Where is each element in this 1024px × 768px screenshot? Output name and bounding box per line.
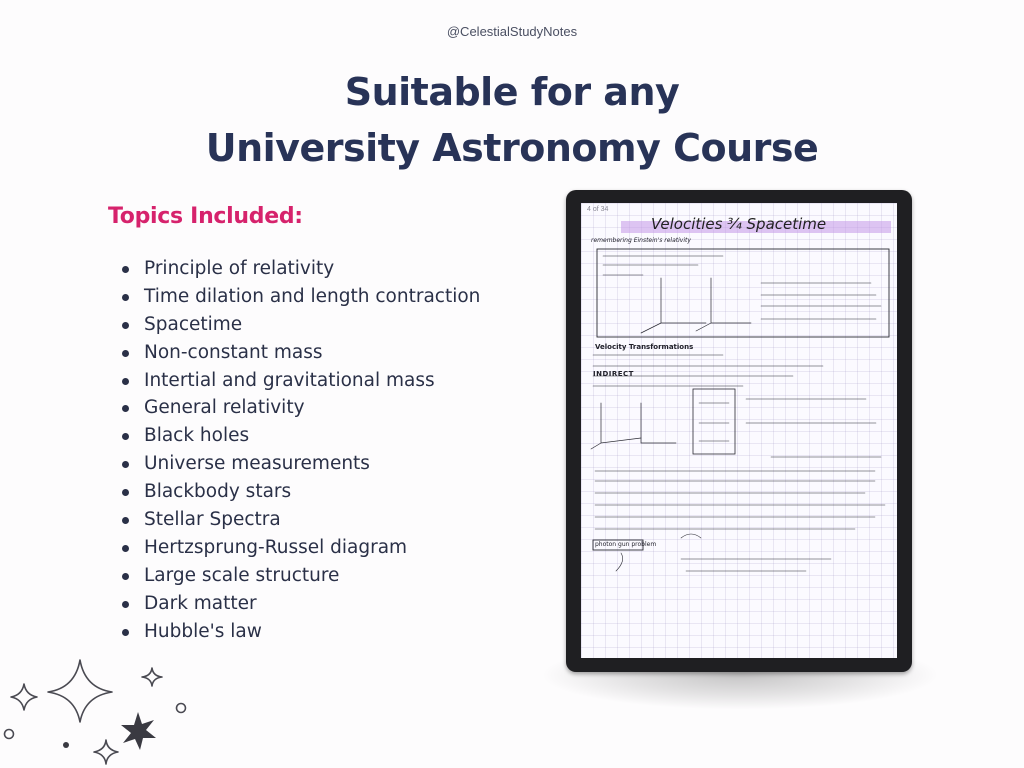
box-label: photon gun problem: [595, 541, 657, 548]
topic-item: Non-constant mass: [118, 340, 480, 368]
four-point-star-icon: [48, 660, 112, 722]
circle-dot-icon: [63, 742, 69, 748]
topic-item: General relativity: [118, 395, 480, 423]
six-point-star-icon: [121, 712, 156, 750]
four-point-star-icon: [11, 684, 37, 710]
four-point-star-icon: [142, 668, 162, 686]
page-indicator: 4 of 34: [587, 206, 609, 213]
topic-item: Large scale structure: [118, 563, 480, 591]
note-title: Velocities ¾ Spacetime: [651, 215, 827, 233]
topic-item: Blackbody stars: [118, 479, 480, 507]
headline-line-2: University Astronomy Course: [205, 126, 819, 170]
circle-dot-icon: [177, 704, 186, 713]
topic-item: Stellar Spectra: [118, 507, 480, 535]
topics-list: [118, 256, 480, 646]
tablet-screen: [581, 203, 897, 658]
topic-item: Universe measurements: [118, 451, 480, 479]
four-point-star-icon: [94, 740, 118, 764]
note-subheading: remembering Einstein's relativity: [591, 237, 691, 244]
topics-title: Topics Included:: [108, 204, 303, 229]
topic-item: Principle of relativity: [118, 256, 480, 284]
creator-handle: @CelestialStudyNotes: [446, 24, 578, 39]
topic-item: Time dilation and length contraction: [118, 284, 480, 312]
headline: [0, 64, 1024, 176]
notes-sketch: [581, 203, 897, 658]
topic-item: Hubble's law: [118, 619, 480, 647]
indirect-word: INDIRECT: [593, 370, 634, 378]
decorative-stars: [0, 650, 220, 768]
section-heading: Velocity Transformations: [595, 343, 694, 351]
topic-item: Spacetime: [118, 312, 480, 340]
topic-item: Black holes: [118, 423, 480, 451]
topic-item: Intertial and gravitational mass: [118, 368, 480, 396]
headline-line-1: Suitable for any: [344, 70, 680, 114]
topic-item: Dark matter: [118, 591, 480, 619]
topic-item: Hertzsprung-Russel diagram: [118, 535, 480, 563]
circle-dot-icon: [5, 730, 14, 739]
